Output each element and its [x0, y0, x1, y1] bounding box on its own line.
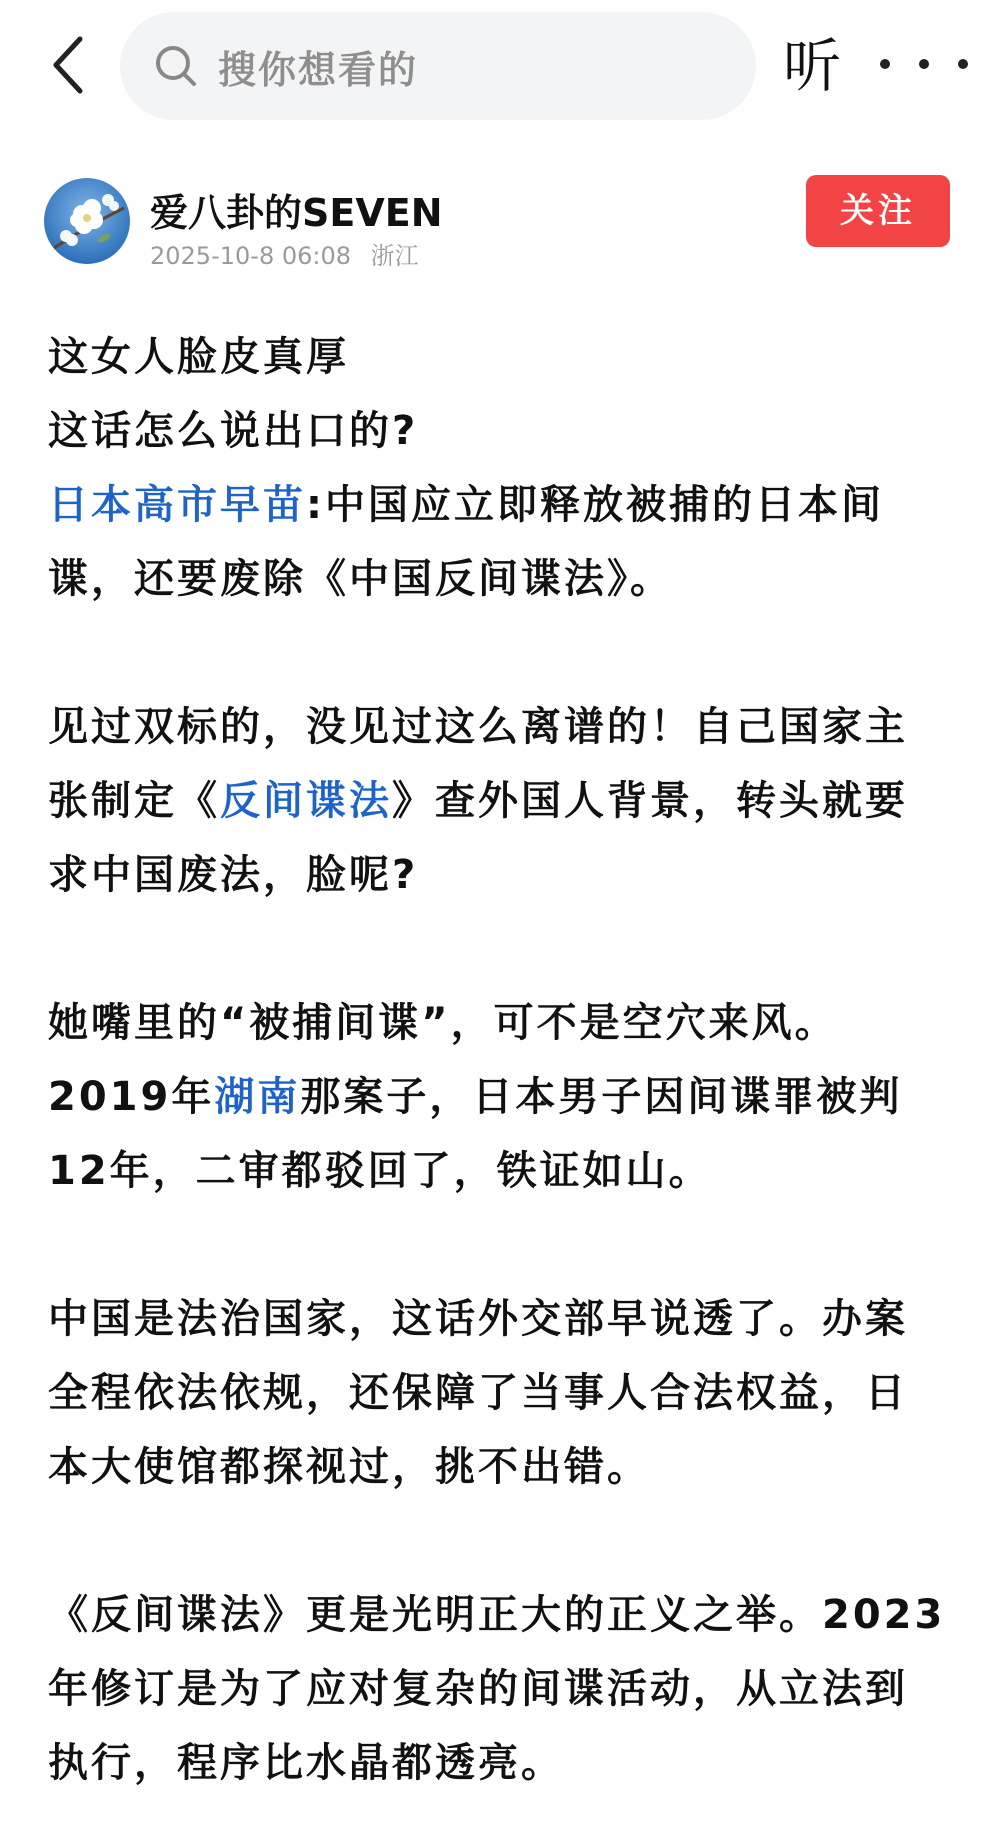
- listen-button[interactable]: 听: [782, 32, 841, 100]
- avatar[interactable]: [44, 178, 130, 264]
- article-paragraph: 中国是法治国家，这话外交部早说透了。办案全程依法依规，还保障了当事人合法权益，日本大使馆都探视过，挑不出错。: [48, 1296, 908, 1490]
- search-placeholder: 搜你想看的: [218, 47, 419, 92]
- dot: [919, 59, 929, 69]
- more-dots-icon[interactable]: [880, 44, 968, 84]
- dot: [958, 59, 968, 69]
- author-row: [0, 170, 986, 270]
- post-date: 2025-10-8 06:08: [150, 242, 351, 270]
- paragraph-text: 见过双标的，没见过这么离谱的！自己国家主张制定《: [48, 704, 908, 824]
- paragraph-text: 》查外国人背景，转头就要求中国废法，脸呢?: [48, 778, 908, 898]
- topic-link[interactable]: 日本高市早苗: [48, 482, 306, 528]
- topic-link[interactable]: 湖南: [214, 1074, 301, 1120]
- topic-link[interactable]: 反间谍法: [220, 778, 392, 824]
- article-paragraph: [48, 986, 946, 1208]
- article-paragraph: [48, 468, 946, 616]
- author-name[interactable]: 爱八卦的SEVEN: [150, 191, 443, 235]
- paragraph-gap: [48, 912, 946, 986]
- paragraph-text: 那案子，日本男子因间谍罪被判12年，二审都驳回了，铁证如山。: [48, 1074, 903, 1194]
- paragraph-text: :中国应立即释放被捕的日本间谍，还要废除《中国反间谍法》。: [48, 482, 884, 602]
- follow-button[interactable]: 关注: [806, 175, 950, 247]
- chevron-left-icon: [50, 35, 86, 95]
- search-input[interactable]: [120, 12, 756, 120]
- paragraph-text: 她嘴里的“被捕间谍”，可不是空穴来风。2019年: [48, 1000, 838, 1120]
- paragraph-gap: [48, 1504, 946, 1578]
- flower-avatar: [44, 178, 130, 264]
- article-body: [48, 320, 946, 1800]
- post-meta: [150, 236, 419, 271]
- paragraph-gap: [48, 616, 946, 690]
- article-paragraph: 《反间谍法》更是光明正大的正义之举。2023年修订是为了应对复杂的间谍活动，从立法到执行，程序比水晶都透亮。: [48, 1592, 946, 1786]
- article-paragraph: [48, 690, 946, 912]
- post-location: 浙江: [370, 242, 419, 270]
- article-line: 这话怎么说出口的?: [48, 408, 419, 454]
- dot: [880, 59, 890, 69]
- top-bar: [0, 0, 986, 130]
- search-icon: [150, 40, 202, 92]
- paragraph-gap: [48, 1208, 946, 1282]
- article-line: 这女人脸皮真厚: [48, 334, 349, 380]
- back-button[interactable]: [38, 28, 98, 102]
